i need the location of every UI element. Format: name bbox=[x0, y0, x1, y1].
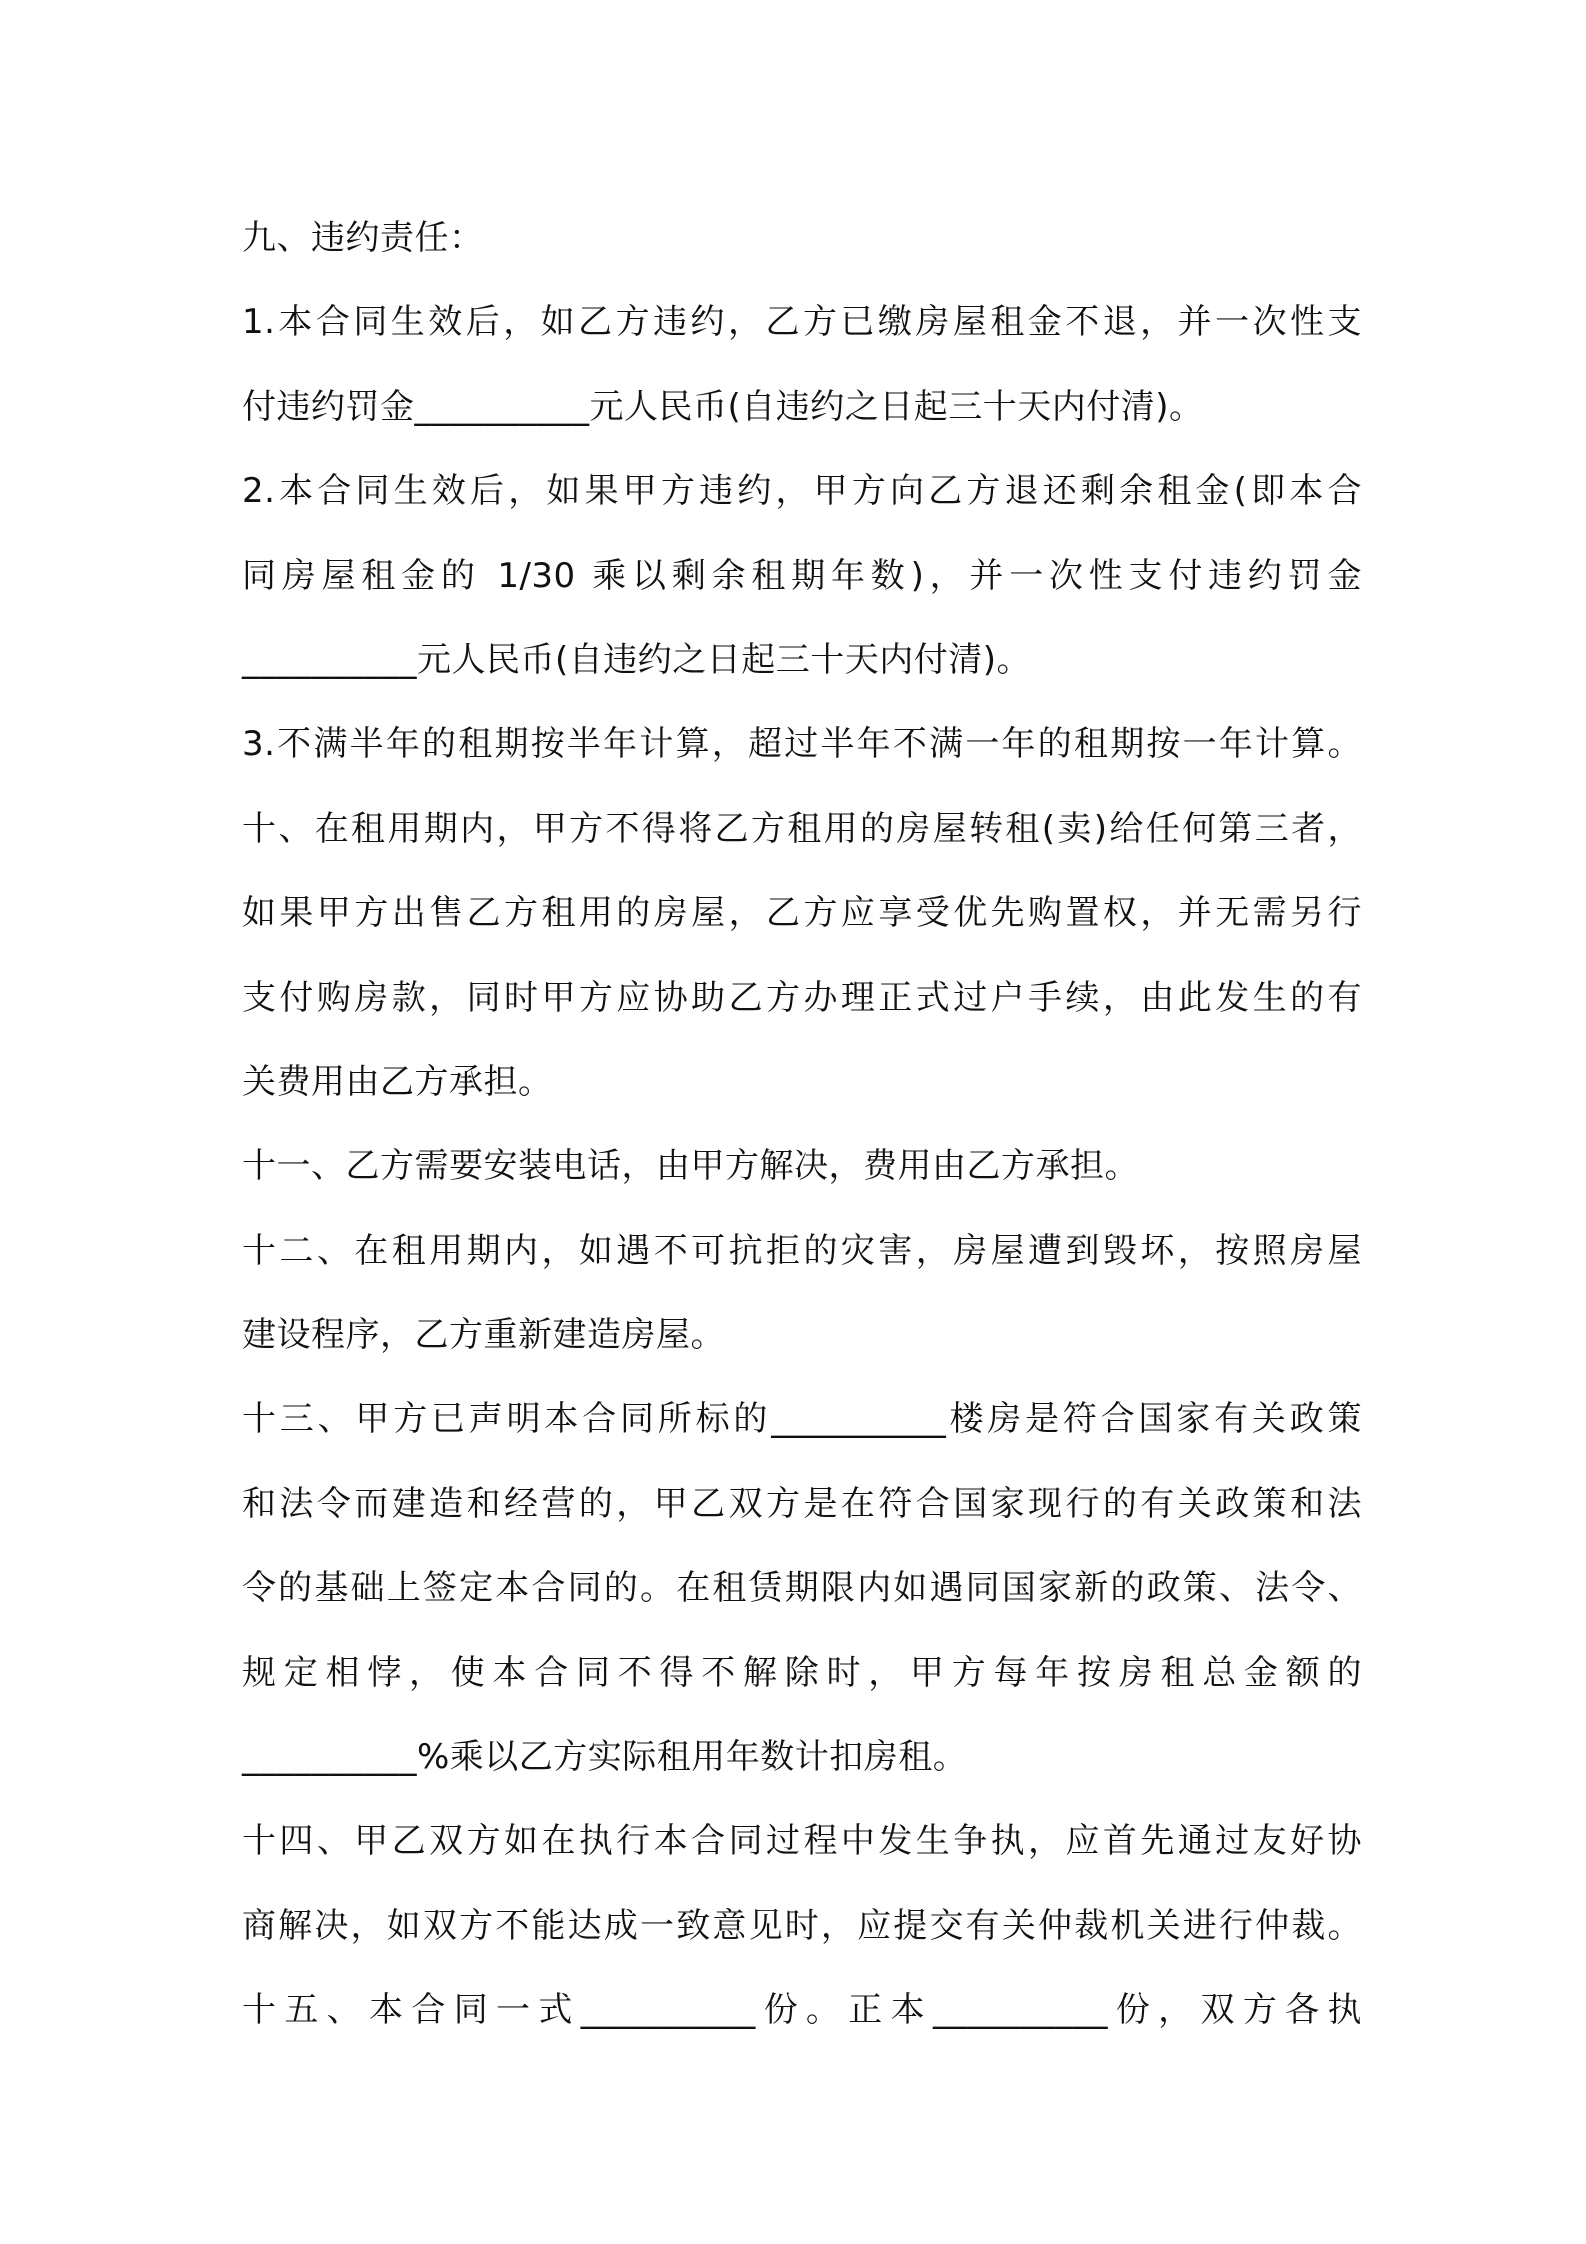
text-line: 十二、在租用期内，如遇不可抗拒的灾害，房屋遭到毁坏，按照房屋 bbox=[242, 1230, 1362, 1271]
text-line: 十一、乙方需要安装电话，由甲方解决，费用由乙方承担。 bbox=[242, 1146, 1139, 1187]
text-line: 如果甲方出售乙方租用的房屋，乙方应享受优先购置权，并无需另行 bbox=[242, 893, 1362, 934]
text-line: 十三、甲方已声明本合同所标的__________楼房是符合国家有关政策 bbox=[242, 1399, 1362, 1440]
text-line: 十、在租用期内，甲方不得将乙方租用的房屋转租(卖)给任何第三者， bbox=[242, 808, 1362, 849]
text-line: 3.不满半年的租期按半年计算，超过半年不满一年的租期按一年计算。 bbox=[242, 724, 1362, 765]
text-line: 规定相悖，使本合同不得不解除时，甲方每年按房租总金额的 bbox=[242, 1652, 1362, 1693]
text-line: 十五、本合同一式__________份。正本__________份，双方各执 bbox=[242, 1990, 1362, 2031]
text-line: 和法令而建造和经营的，甲乙双方是在符合国家现行的有关政策和法 bbox=[242, 1483, 1362, 1524]
text-line: 令的基础上签定本合同的。在租赁期限内如遇同国家新的政策、法令、 bbox=[242, 1568, 1362, 1609]
text-line: 关费用由乙方承担。 bbox=[242, 1061, 553, 1102]
text-line: 九、违约责任： bbox=[242, 218, 484, 258]
contract-text bbox=[242, 196, 1362, 2053]
text-line: 2.本合同生效后，如果甲方违约，甲方向乙方退还剩余租金(即本合 bbox=[242, 471, 1362, 512]
text-line: 付违约罚金__________元人民币(自违约之日起三十天内付清)。 bbox=[242, 386, 1204, 427]
text-line: 支付购房款，同时甲方应协助乙方办理正式过户手续，由此发生的有 bbox=[242, 977, 1362, 1018]
text-line: __________元人民币(自违约之日起三十天内付清)。 bbox=[242, 639, 1032, 680]
text-line: 十四、甲乙双方如在执行本合同过程中发生争执，应首先通过友好协 bbox=[242, 1821, 1362, 1862]
text-line: 1.本合同生效后，如乙方违约，乙方已缴房屋租金不退，并一次性支 bbox=[242, 302, 1362, 343]
text-line: __________%乘以乙方实际租用年数计扣房租。 bbox=[242, 1737, 968, 1778]
text-line: 同房屋租金的 1/30 乘以剩余租期年数)，并一次性支付违约罚金 bbox=[242, 555, 1362, 596]
text-line: 建设程序，乙方重新建造房屋。 bbox=[242, 1315, 725, 1356]
text-line: 商解决，如双方不能达成一致意见时，应提交有关仲裁机关进行仲裁。 bbox=[242, 1905, 1362, 1946]
